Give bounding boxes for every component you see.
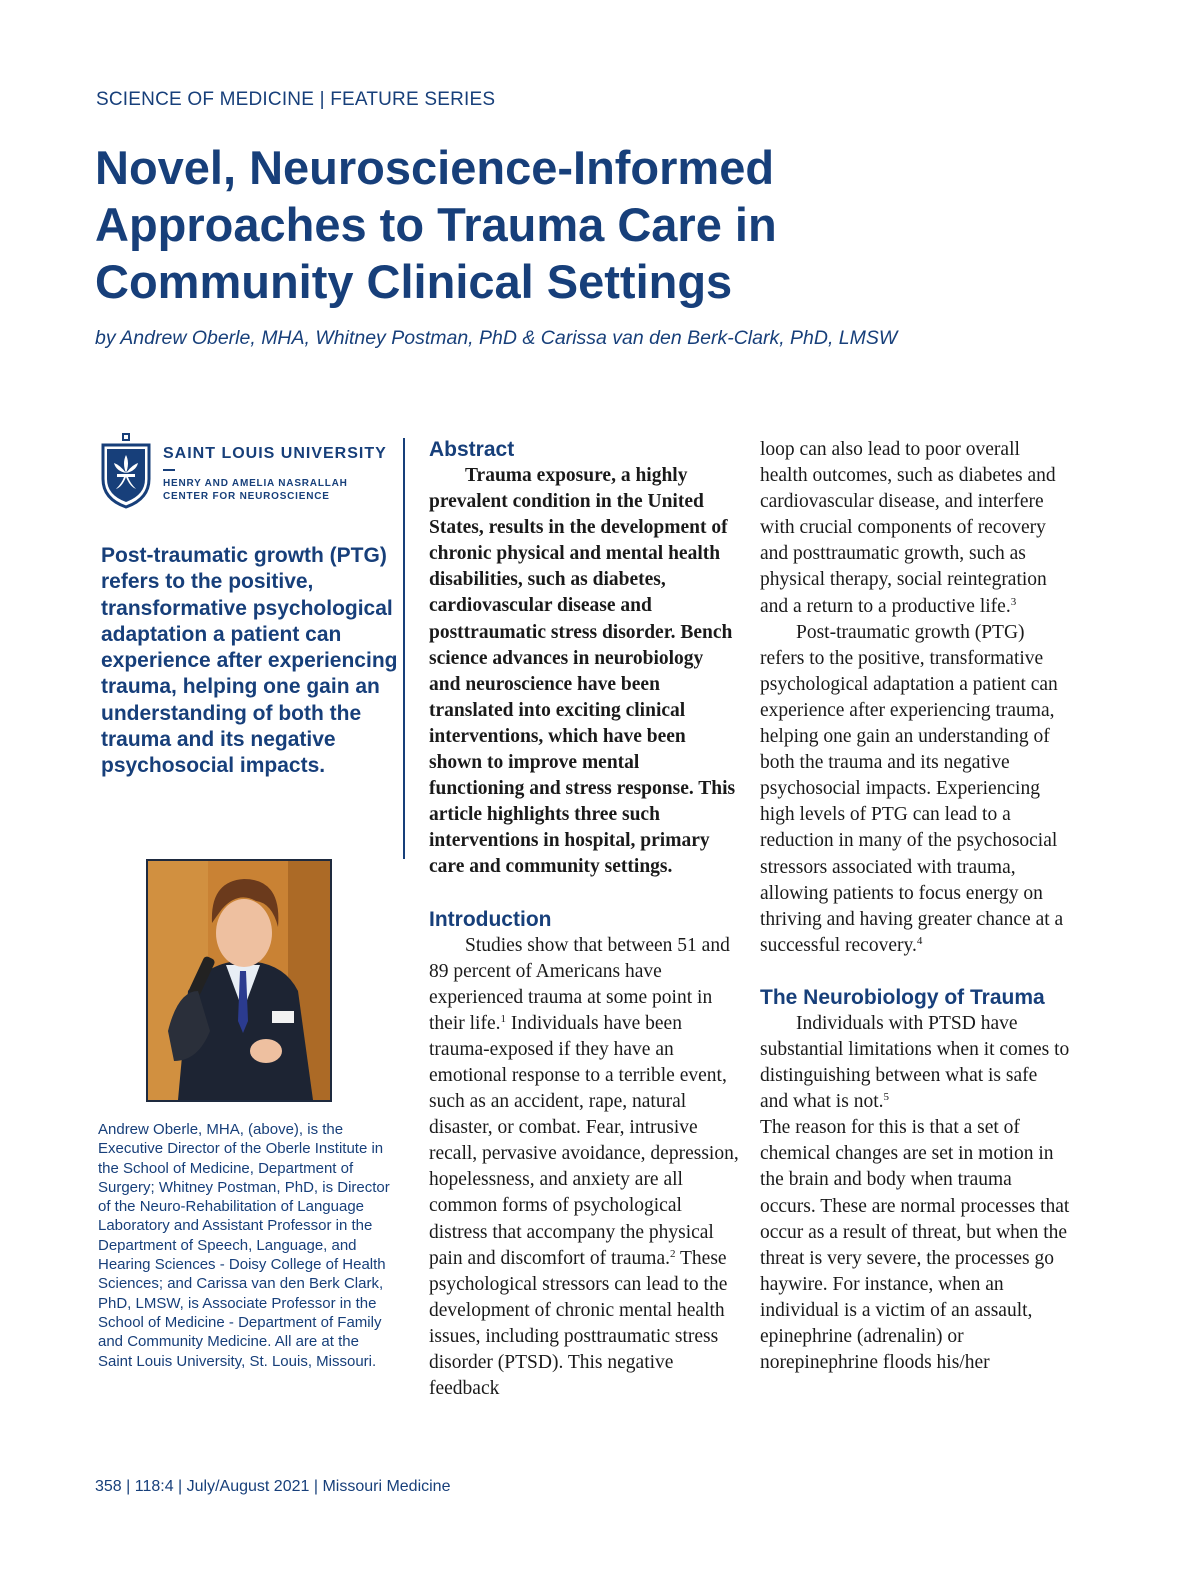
article-title [95,139,895,310]
byline: by Andrew Oberle, MHA, Whitney Postman, PhD & Carissa van den Berk-Clark, PhD, LMSW [95,327,898,349]
author-photo [146,859,332,1102]
spacer [429,881,739,907]
text-run: Post-traumatic growth (PTG) refers to the positive, transformative psychological adaptation a patient can experience after experiencing trauma, helping one gain an understanding of both the trauma and its negative psychosocial impacts. Experiencing high levels of PTG can lead to a reduction in many of the psychosocial stressors associated with trauma, allowing patients to focus energy on thriving and having greater chance at a successful recovery. [760,621,1064,956]
text-run: Studies show that between 51 and 89 percent of Americans have experienced trauma at some point in their life. [429,934,730,1034]
column-2 [429,437,739,1402]
paragraph [760,620,1070,959]
paragraph [760,437,1070,620]
column-divider [403,438,405,859]
shield-icon [100,433,152,509]
title-line: Approaches to Trauma Care in [95,198,777,251]
text-run: These psychological stressors can lead to the development of chronic mental health issues, including posttraumatic stress disorder (PTSD). This negative feedback [429,1247,728,1400]
center-name [163,477,383,503]
abstract-text: Trauma exposure, a highly prevalent condition in the United States, results in the development of chronic physical and mental health disabilities, such as diabetes, cardiovascular disease and posttraumatic stress disorder. Bench science advances in neurobiology and neuroscience have been translated into exciting clinical interventions, which have been shown to improve mental functioning and stress response. This article highlights three such interventions in hospital, primary care and community settings. [429,465,736,878]
reference-5: 5 [883,1091,889,1104]
abstract-heading: Abstract [429,438,515,461]
column-3 [760,437,1070,1376]
text-run: Individuals have been trauma-exposed if they have an emotional response to a terrible event, such as an accident, rape, natural disaster, or combat. Fear, intrusive recall, pervasive avoidance, depression, hopelessness, and anxiety are all common forms of psychological distress that accompany the physical pain and discomfort of trauma. [429,1012,739,1269]
text-run: Individuals with PTSD have substantial limitations when it comes to distinguishing between what is safe and what is not. [760,1012,1070,1113]
speaker-illustration [148,861,330,1100]
paragraph: The reason for this is that a set of chemical changes are set in motion in the brain and body when trauma occurs. These are normal processes that occur as a result of threat, but when the threat is very severe, the processes go haywire. For instance, when an individual is a victim of an assault, epinephrine (adrenalin) or norepinephrine floods his/her [760,1117,1070,1374]
introduction-heading: Introduction [429,907,552,931]
title-line: Novel, Neuroscience-Informed [95,141,775,194]
university-name: SAINT LOUIS UNIVERSITY [163,445,387,462]
series-label: SCIENCE OF MEDICINE | FEATURE SERIES [96,89,496,110]
text-run: loop can also lead to poor overall health outcomes, such as diabetes and cardiovascular disease, and interfere with crucial components of recovery and posttraumatic growth, such as physical therapy, social reintegration and a return to a productive life. [760,439,1056,617]
reference-2: 2 [669,1247,676,1260]
slu-logo [100,433,390,511]
logo-divider [163,469,175,471]
reference-3: 3 [1010,595,1017,608]
paragraph [760,1011,1070,1115]
pull-quote: Post-traumatic growth (PTG) refers to the positive, transformative psychological adaptation a patient can experience after experiencing trauma, helping one gain an understanding of both the trauma and its negative psychosocial impacts. [101,544,398,778]
photo-caption: Andrew Oberle, MHA, (above), is the Executive Director of the Oberle Institute in the School of Medicine, Department of Surgery; Whitney Postman, PhD, is Director of the Neuro-Rehabilitation of Language Laboratory and Assistant Professor in the Department of Speech, Language, and Hearing Sciences - Doisy College of Health Sciences; and Carissa van den Berk Clark, PhD, LMSW, is Associate Professor in the School of Medicine - Department of Family and Community Medicine. All are at the Saint Louis University, St. Louis, Missouri. [98,1121,390,1370]
spacer [760,959,1070,985]
center-name-line: CENTER FOR NEUROSCIENCE [163,491,330,502]
page-footer: 358 | 118:4 | July/August 2021 | Missouri Medicine [95,1478,451,1495]
reference-4: 4 [916,934,923,947]
reference-1: 1 [500,1012,506,1025]
center-name-line: HENRY AND AMELIA NASRALLAH [163,478,348,489]
introduction-paragraph [429,933,739,1403]
title-line: Community Clinical Settings [95,255,733,308]
neurobiology-heading: The Neurobiology of Trauma [760,985,1045,1009]
